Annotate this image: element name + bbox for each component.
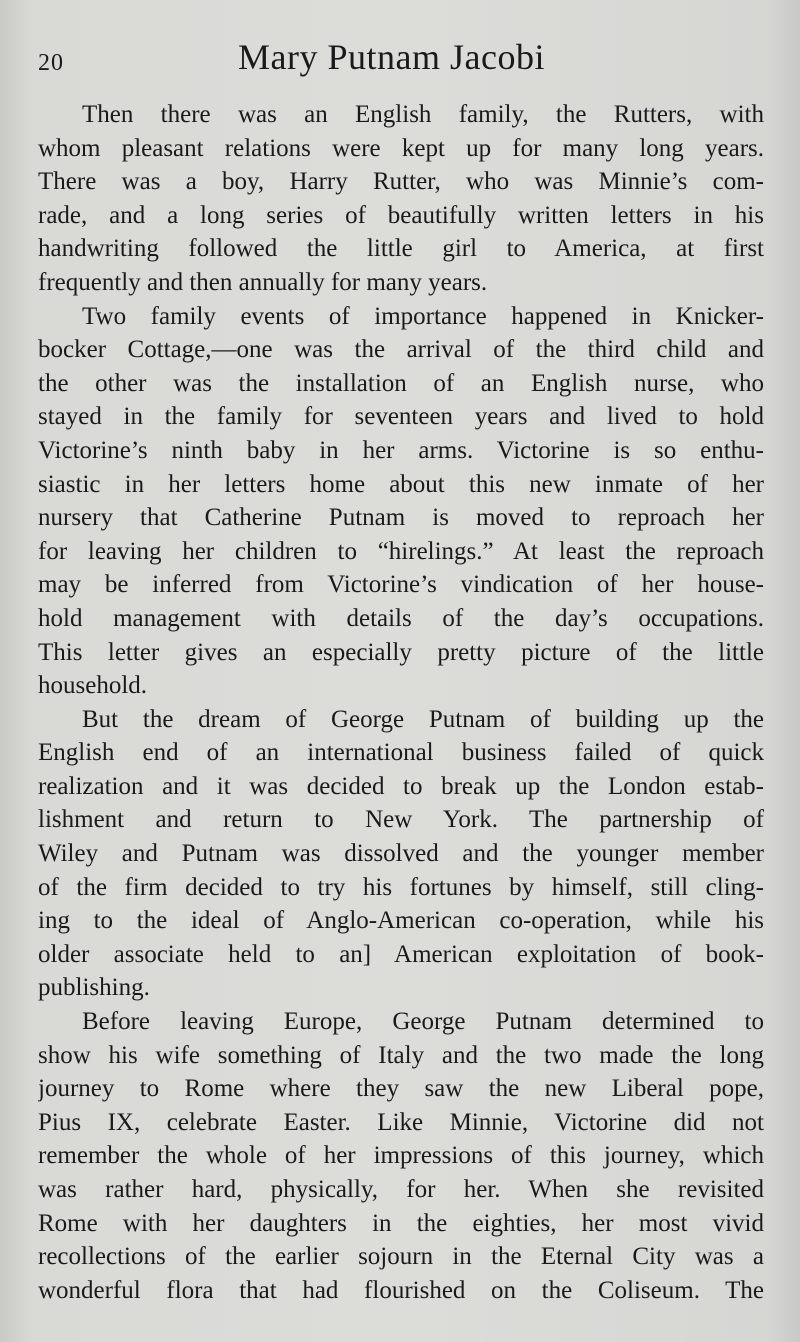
text-line: rade, and a long series of beautifully written letters in his xyxy=(38,201,764,229)
text-line: Wiley and Putnam was dissolved and the younger member xyxy=(38,840,764,868)
paragraph xyxy=(38,300,764,703)
paragraph xyxy=(38,1005,764,1307)
text-line: wonderful flora that had flourished on the Coliseum. The xyxy=(38,1276,764,1304)
page-number: 20 xyxy=(38,50,64,76)
text-line: nursery that Catherine Putnam is moved to reproach her xyxy=(38,504,764,532)
text-line: recollections of the earlier sojourn in the Eternal City was a xyxy=(38,1243,764,1271)
text-line: journey to Rome where they saw the new Liberal pope, xyxy=(38,1075,764,1103)
paragraph xyxy=(38,703,764,1005)
text-line: bocker Cottage,—one was the arrival of the third child and xyxy=(38,336,764,364)
text-line: There was a boy, Harry Rutter, who was Minnie’s com- xyxy=(38,168,764,196)
page-header xyxy=(38,36,762,86)
text-line: remember the whole of her impressions of this journey, which xyxy=(38,1142,764,1170)
running-title: Mary Putnam Jacobi xyxy=(238,37,545,77)
text-line: household. xyxy=(38,672,148,700)
text-line: show his wife something of Italy and the two made the long xyxy=(38,1041,764,1069)
text-line: handwriting followed the little girl to America, at first xyxy=(38,235,764,263)
text-line: Pius IX, celebrate Easter. Like Minnie, Victorine did not xyxy=(38,1108,764,1136)
text-line: Then there was an English family, the Rutters, with xyxy=(82,101,764,128)
text-line: of the firm decided to try his fortunes by himself, still cling- xyxy=(38,873,764,901)
text-line: realization and it was decided to break up the London estab- xyxy=(38,772,764,800)
text-line: for leaving her children to “hirelings.” At least the reproach xyxy=(38,537,764,565)
text-line: lishment and return to New York. The partnership of xyxy=(38,806,764,834)
text-line: the other was the installation of an English nurse, who xyxy=(38,369,764,397)
paragraph xyxy=(38,98,764,300)
body-text xyxy=(38,98,764,1307)
text-line: was rather hard, physically, for her. When she revisited xyxy=(38,1176,764,1203)
text-line: stayed in the family for seventeen years and lived to hold xyxy=(38,403,764,431)
text-line: older associate held to an] American exploitation of book- xyxy=(38,940,764,968)
text-line: Two family events of importance happened in Knicker- xyxy=(82,302,764,330)
text-line: ing to the ideal of Anglo-American co-operation, while his xyxy=(38,907,764,935)
text-line: siastic in her letters home about this new inmate of her xyxy=(38,470,764,498)
text-line: This letter gives an especially pretty picture of the little xyxy=(38,638,764,666)
text-line: frequently and then annually for many years. xyxy=(38,268,488,296)
text-line: may be inferred from Victorine’s vindication of her house- xyxy=(38,571,764,599)
text-line: Victorine’s ninth baby in her arms. Victorine is so enthu- xyxy=(38,436,764,464)
text-line: Before leaving Europe, George Putnam determined to xyxy=(82,1008,764,1036)
text-line: But the dream of George Putnam of building up the xyxy=(82,705,764,733)
text-line: English end of an international business failed of quick xyxy=(38,739,764,767)
text-line: whom pleasant relations were kept up for many long years. xyxy=(38,134,764,162)
text-line: Rome with her daughters in the eighties, her most vivid xyxy=(38,1209,764,1237)
text-line: hold management with details of the day’s occupations. xyxy=(38,604,764,632)
text-line: publishing. xyxy=(38,974,150,1002)
